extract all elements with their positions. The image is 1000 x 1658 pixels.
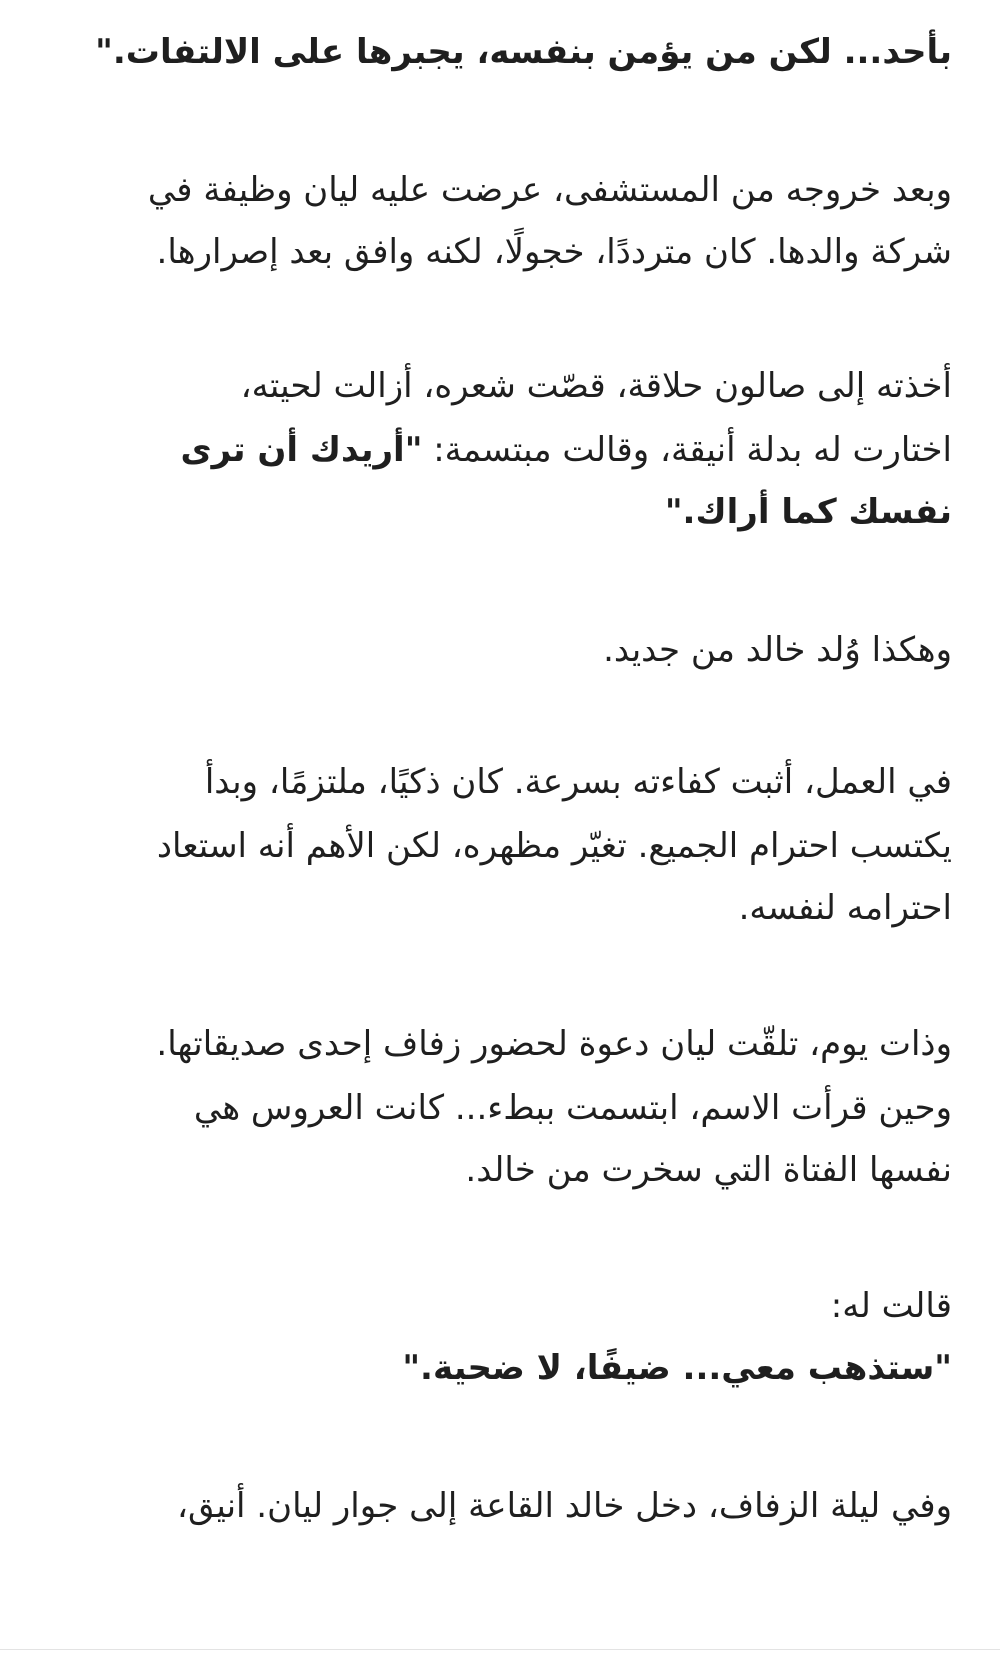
paragraph-text: اختارت له بدلة أنيقة، وقالت مبتسمة:	[422, 430, 952, 470]
paragraph-line: شركة والدها. كان مترددًا، خجولًا، لكنه وافق بعد إصرارها.	[156, 232, 952, 272]
paragraph-line: يكتسب احترام الجميع. تغيّر مظهره، لكن الأهم أنه استعاد	[156, 826, 952, 866]
paragraph-line-bold: بأحد... لكن من يؤمن بنفسه، يجبرها على الالتفات."	[95, 32, 952, 72]
paragraph-line: قالت له:	[830, 1286, 952, 1326]
page-divider	[0, 1649, 1000, 1650]
paragraph-line-bold: نفسك كما أراك."	[664, 492, 952, 532]
quote-text-bold: "أريدك أن ترى	[180, 430, 423, 470]
paragraph-line: وبعد خروجه من المستشفى، عرضت عليه ليان وظيفة في	[147, 170, 952, 210]
paragraph-line-bold: "ستذهب معي... ضيفًا، لا ضحية."	[402, 1348, 952, 1388]
paragraph-line: وهكذا وُلد خالد من جديد.	[603, 630, 952, 670]
paragraph-line: أخذته إلى صالون حلاقة، قصّت شعره، أزالت لحيته،	[240, 366, 952, 406]
paragraph-line: احترامه لنفسه.	[738, 888, 952, 928]
paragraph-line-mixed	[48, 428, 952, 472]
paragraph-line: وحين قرأت الاسم، ابتسمت ببطء... كانت العروس هي	[193, 1088, 952, 1128]
paragraph-line: وفي ليلة الزفاف، دخل خالد القاعة إلى جوار ليان. أنيق،	[177, 1486, 952, 1526]
paragraph-line: في العمل، أثبت كفاءته بسرعة. كان ذكيًا، ملتزمًا، وبدأ	[204, 762, 952, 802]
paragraph-line: نفسها الفتاة التي سخرت من خالد.	[465, 1150, 952, 1190]
paragraph-line: وذات يوم، تلقّت ليان دعوة لحضور زفاف إحدى صديقاتها.	[156, 1024, 952, 1064]
